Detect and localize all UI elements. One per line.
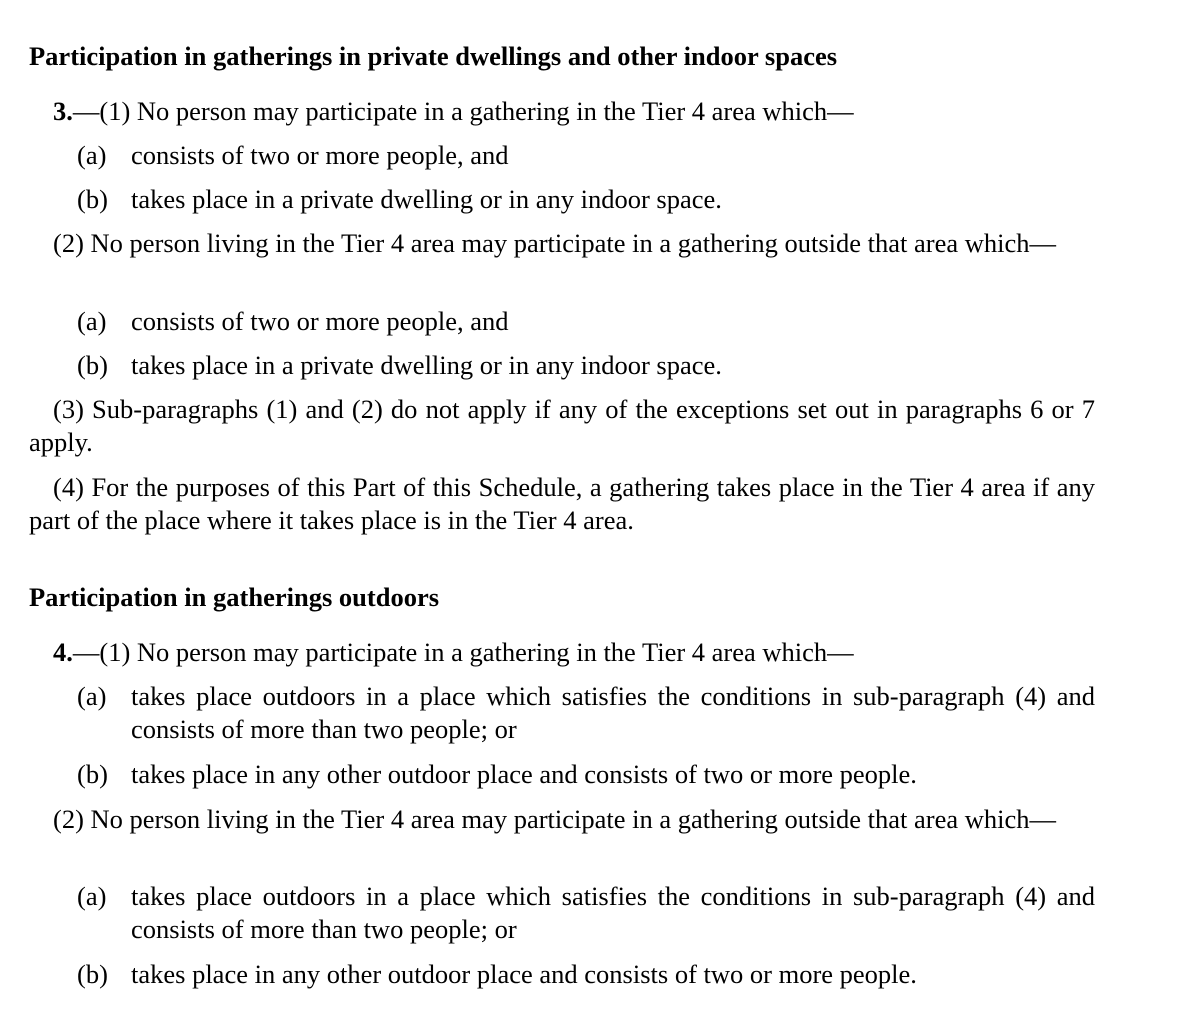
item-text: takes place in any other outdoor place and consists of two or more people. <box>131 959 917 989</box>
list-item <box>77 305 1095 338</box>
item-text: consists of two or more people, and <box>131 140 509 170</box>
paragraph-4-1 <box>29 636 1095 669</box>
item-text: takes place in any other outdoor place and consists of two or more people. <box>131 759 917 789</box>
list-item <box>77 139 1095 172</box>
item-label: (a) <box>77 140 107 170</box>
section-4-heading: Participation in gatherings outdoors <box>29 582 440 612</box>
item-label: (b) <box>77 759 108 789</box>
list-item <box>77 758 1095 791</box>
section-3-heading: Participation in gatherings in private dwellings and other indoor spaces <box>29 41 838 71</box>
paragraph-3-1 <box>29 95 1095 128</box>
item-label: (b) <box>77 959 108 989</box>
paragraph-3-2: (2) No person living in the Tier 4 area may participate in a gathering outside that area which— <box>53 228 1057 258</box>
item-text: takes place in a private dwelling or in any indoor space. <box>131 350 722 380</box>
item-label: (a) <box>77 306 107 336</box>
item-label: (b) <box>77 184 108 214</box>
item-label: (a) <box>77 681 107 711</box>
item-text: takes place outdoors in a place which satisfies the conditions in sub-paragraph (4) and consists of more than two people; or <box>131 881 1095 944</box>
paragraph-number: 3. <box>53 96 73 126</box>
item-label: (b) <box>77 350 108 380</box>
paragraph-text: —(1) No person may participate in a gathering in the Tier 4 area which— <box>72 637 854 667</box>
list-item <box>77 958 1095 991</box>
paragraph-text: —(1) No person may participate in a gathering in the Tier 4 area which— <box>72 96 854 126</box>
list-item <box>77 880 1095 946</box>
item-text: takes place outdoors in a place which satisfies the conditions in sub-paragraph (4) and consists of more than two people; or <box>131 681 1095 744</box>
paragraph-number: 4. <box>53 637 73 667</box>
item-label: (a) <box>77 881 107 911</box>
list-item <box>77 349 1095 382</box>
item-text: takes place in a private dwelling or in any indoor space. <box>131 184 722 214</box>
paragraph-3-3: (3) Sub-paragraphs (1) and (2) do not apply if any of the exceptions set out in paragraphs 6 or 7 apply. <box>29 394 1095 457</box>
paragraph-3-4: (4) For the purposes of this Part of this Schedule, a gathering takes place in the Tier 4 area if any part of the place where it takes place is in the Tier 4 area. <box>29 472 1095 535</box>
paragraph-4-2: (2) No person living in the Tier 4 area may participate in a gathering outside that area which— <box>53 804 1057 834</box>
item-text: consists of two or more people, and <box>131 306 509 336</box>
list-item <box>77 680 1095 746</box>
list-item <box>77 183 1095 216</box>
